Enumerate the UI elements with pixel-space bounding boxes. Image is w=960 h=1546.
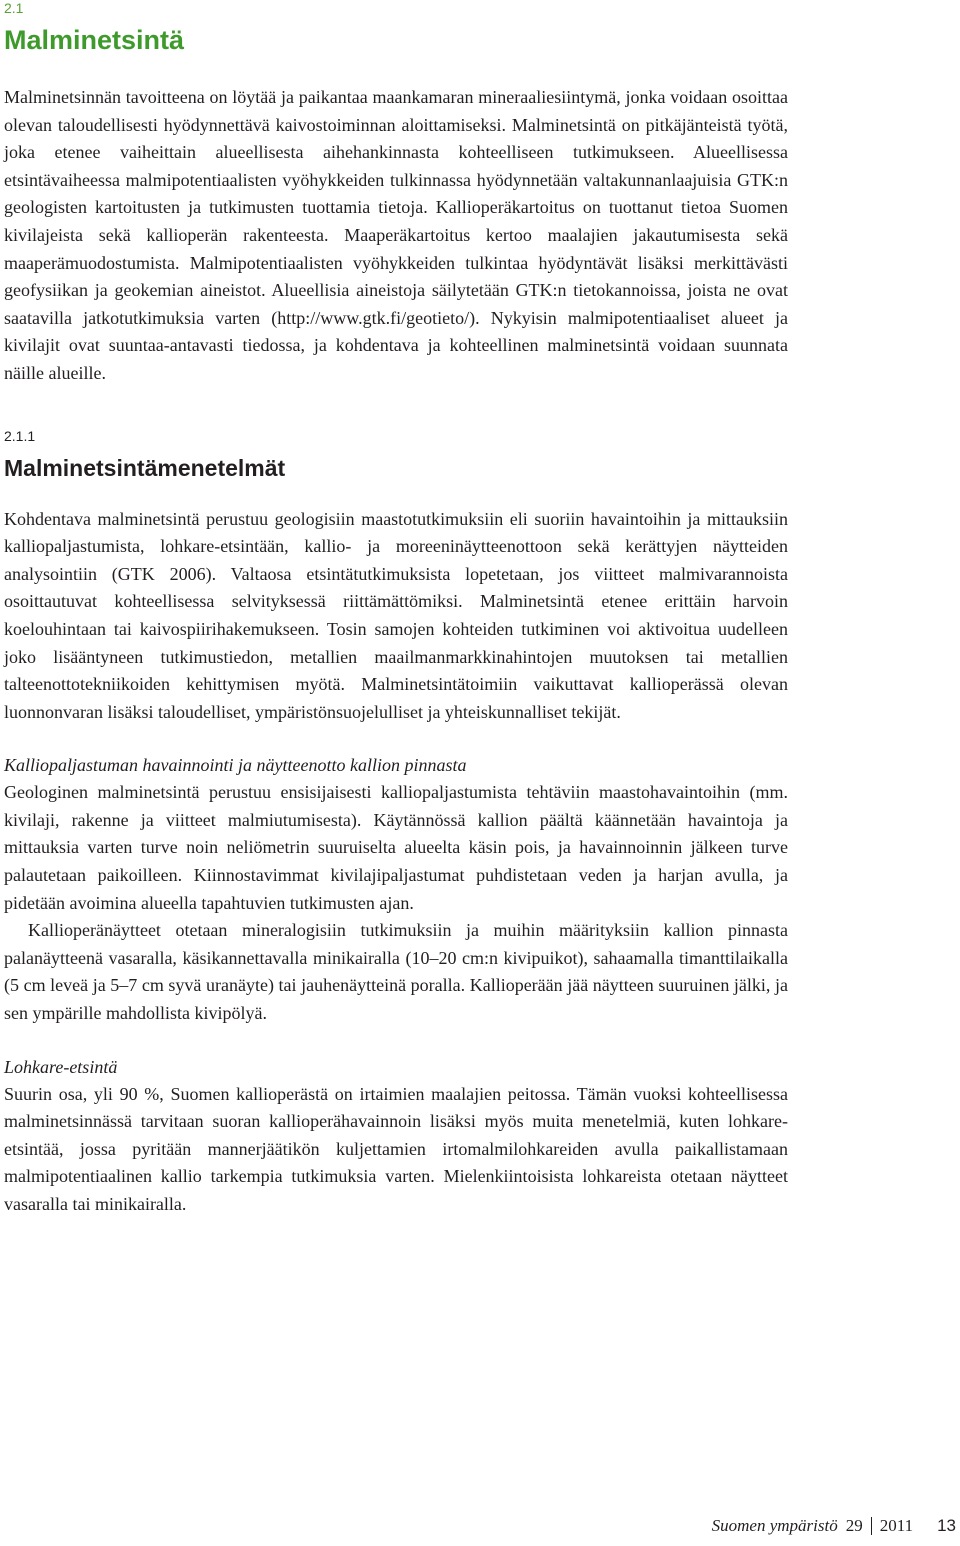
kalliopaljastuma-paragraph-1: Geologinen malminetsintä perustuu ensisijaisesti kalliopaljastumista tehtäviin maastohavaintoihin (mm. kivilaji, rakenne ja viitteet malmiutumisesta). Käytännössä kallion päältä käännetään havaintoja ja mittauksia varten turve noin neliömetrin suuruiselta alueelta käsin pois, ja havainnoinnin jälkeen turve palautetaan paikoilleen. Kiinnostavimmat kivilajipaljastumat puhdistetaan veden ja harjan avulla, ja pidetään avoimina alueella tapahtuvien tutkimusten ajan. — [4, 782, 788, 913]
section-number: 2.1 — [4, 0, 24, 16]
subsection-number: 2.1.1 — [4, 427, 36, 444]
footer-separator — [871, 1517, 872, 1535]
lohkare-heading: Lohkare-etsintä — [4, 1056, 118, 1077]
kalliopaljastuma-paragraph-2: Kallioperänäytteet otetaan mineralogisiin tutkimuksiin ja muihin määrityksiin kallion pinnasta palanäytteenä vasaralla, käsikannettavalla minikairalla (10–20 cm:n kivipuikot), sahaamalla timanttilaikalla (5 cm leveä ja 5–7 cm syvä uranäyte) tai jauhenäytteinä poralla. Kallioperään jää näytteen suuruinen jälki, ja sen ympärille mahdollista kivipölyä. — [4, 920, 788, 1024]
subsection-title: Malminetsintämenetelmät — [4, 454, 286, 481]
section-paragraph: Malminetsinnän tavoitteena on löytää ja paikantaa maankamaran mineraaliesiintymä, jonka voidaan osoittaa olevan taloudellisesti hyödynnettävä kaivostoiminnan aloittamiseksi. Malminetsintä on pitkäjänteistä työtä, joka etenee vaiheittain alueellisesta aihehankinnasta kohteelliseen tutkimukseen. Alueellisessa etsintävaiheessa malmipotentiaalisten vyöhykkeiden tulkinnassa hyödynnetään valtakunnanlaajuisia GTK:n geologisten kartoitusten ja tutkimusten tuottamia tietoja. Kallioperäkartoitus on tuottanut tietoa Suomen kivilajeista sekä kallioperän rakenteesta. Maaperäkartoitus kertoo maalajien jakautumisesta sekä maaperämuodostumista. Malmipotentiaalisten vyöhykkeiden tulkintaa hyödyntävät lisäksi merkittävästi geofysiikan ja geokemian aineistot. Alueellisia aineistoja säilytetään GTK:n tietokannoissa, joista ne ovat saatavilla jatkotutkimuksia varten (http://www.gtk.fi/geotieto/). Nykyisin malmipotentiaaliset alueet ja kivilajit ovat suuntaa-antavasti tiedossa, ja kohdentava ja kohteellinen malminetsintä voidaan suunnata näille alueille. — [4, 87, 788, 383]
kalliopaljastuma-heading: Kalliopaljastuman havainnointi ja näytteenotto kallion pinnasta — [4, 755, 467, 776]
page-content — [4, 0, 788, 1219]
footer-year: 2011 — [879, 1516, 914, 1535]
subsection-paragraph: Kohdentava malminetsintä perustuu geologisiin maastotutkimuksiin eli suoriin havaintoihin ja mittauksiin kalliopaljastumista, lohkare-etsintään, kallio- ja moreeninäytteenottoon sekä kerättyjen näytteiden analysointiin (GTK 2006). Valtaosa etsintätutkimuksista lopetetaan, jos viitteet malmivarannoista osoittautuvat kohteellisessa selvityksessä riittämättömiksi. Malminetsintä etenee erittäin harvoin koelouhintaan tai kaivospiirihakemukseen. Tosin samojen kohteiden tutkiminen voi aktivoitua uudelleen joko lisääntyneen tutkimustiedon, metallien maailmanmarkkinahintojen muutoksen tai metallien talteenottotekniikoiden kehittymisen myötä. Malminetsintätoimiin vaikuttavat kallioperässä olevan luonnonvaran lisäksi taloudelliset, ympäristönsuojelulliset ja yhteiskunnalliset tekijät. — [4, 508, 788, 722]
lohkare-paragraph: Suurin osa, yli 90 %, Suomen kallioperästä on irtaimien maalajien peitossa. Tämän vuoksi kohteellisessa malminetsinnässä tarvitaan suoran kallioperähavainnoin lisäksi myös muita menetelmiä, kuten lohkare-etsintää, jossa pyritään mannerjäätikön kuljettamien irtomalmilohkareiden avulla paikallistamaan malmipotentiaalinen kallio tarkempia tutkimuksia varten. Mielenkiintoisista lohkareista otetaan näytteet vasaralla tai minikairalla. — [4, 1083, 788, 1214]
footer-publication: Suomen ympäristö — [711, 1516, 838, 1535]
page-footer — [712, 1516, 956, 1536]
footer-page-number: 13 — [937, 1516, 956, 1535]
footer-issue: 29 — [845, 1516, 863, 1535]
section-title: Malminetsintä — [4, 25, 185, 55]
